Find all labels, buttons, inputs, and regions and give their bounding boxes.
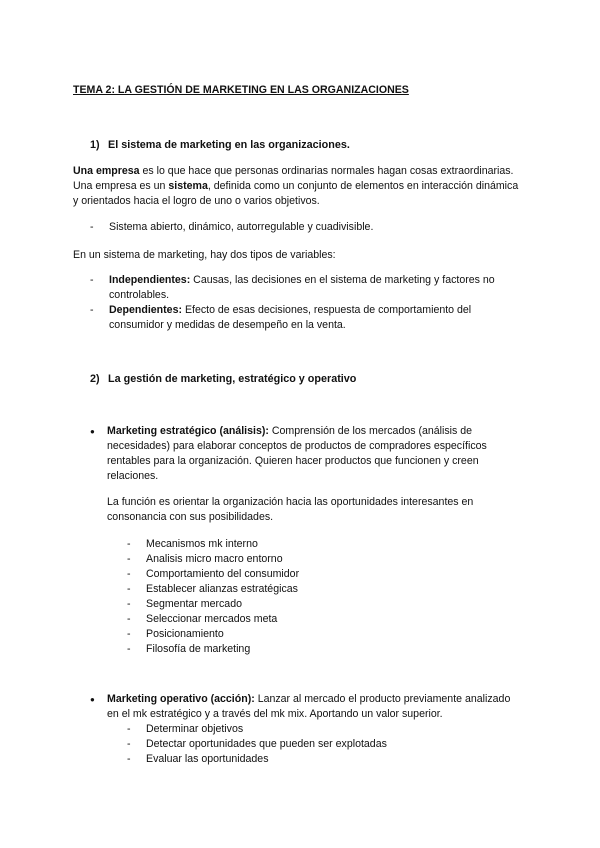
list-item [127, 597, 427, 612]
operative-bullet [90, 692, 530, 722]
list-item-text: Posicionamiento [146, 628, 224, 640]
section-2-title: La gestión de marketing, estratégico y operativo [108, 373, 357, 385]
variable-item [90, 273, 530, 303]
list-item-text: Establecer alianzas estratégicas [146, 583, 298, 595]
strategic-text [107, 424, 512, 484]
intro-text-2: , definida como un conjunto de elementos en interacción dinámica y orientados hacia el logro de uno o varios objetivos. [73, 180, 519, 207]
list-item-text: Seleccionar mercados meta [146, 613, 278, 625]
bullet-marker: ● [90, 427, 95, 436]
list-item-text: Determinar objetivos [146, 723, 244, 735]
dash-marker: - [90, 274, 94, 286]
dash-marker: - [127, 538, 131, 550]
list-item-text: Segmentar mercado [146, 598, 242, 610]
dash-marker: - [90, 221, 94, 233]
dash-marker: - [127, 723, 131, 735]
dash-marker: - [127, 628, 131, 640]
list-item [127, 582, 427, 597]
variables-intro: En un sistema de marketing, hay dos tipos de variables: [73, 249, 336, 261]
list-item [127, 752, 447, 767]
dash-marker: - [127, 753, 131, 765]
list-item-text: Detectar oportunidades que pueden ser explotadas [146, 738, 387, 750]
section-1-title: El sistema de marketing en las organizaciones. [108, 139, 350, 151]
intro-bold-sistema: sistema [168, 180, 208, 192]
list-item [127, 642, 427, 657]
list-item-text: Comportamiento del consumidor [146, 568, 300, 580]
operative-label: Marketing operativo (acción): [107, 693, 255, 705]
list-item [127, 567, 427, 582]
operative-text [107, 692, 519, 722]
list-item [127, 537, 427, 552]
operative-description: Lanzar al mercado el producto previamente analizado en el mk estratégico y a través del mk mix. Aportando un valor superior. [107, 693, 511, 720]
dash-marker: - [127, 738, 131, 750]
page-title: TEMA 2: LA GESTIÓN DE MARKETING EN LAS ORGANIZACIONES [73, 84, 409, 96]
intro-bold-empresa: Una empresa [73, 165, 140, 177]
dash-marker: - [90, 304, 94, 316]
strategic-bullet [90, 424, 530, 484]
dash-marker: - [127, 568, 131, 580]
variable-item-text [109, 273, 527, 303]
intro-text-1: es lo que hace que personas ordinarias normales hagan cosas extraordinarias. Una empresa es un [73, 165, 514, 192]
section-2-number: 2) [90, 373, 100, 385]
variable-item [90, 303, 530, 333]
system-item-text: Sistema abierto, dinámico, autorregulable y cuadivisible. [109, 221, 374, 233]
list-item [127, 552, 427, 567]
variable-description: Efecto de esas decisiones, respuesta de comportamiento del consumidor y medidas de desempeño en la venta. [109, 304, 472, 331]
list-item [127, 612, 427, 627]
system-list-item [90, 220, 510, 235]
list-item-text: Mecanismos mk interno [146, 538, 258, 550]
variable-description: Causas, las decisiones en el sistema de marketing y factores no controlables. [109, 274, 495, 301]
dash-marker: - [127, 613, 131, 625]
variable-item-text [109, 303, 527, 333]
strategic-label: Marketing estratégico (análisis): [107, 425, 269, 437]
intro-paragraph [73, 164, 523, 209]
list-item [127, 627, 427, 642]
list-item [127, 737, 447, 752]
strategic-list [127, 537, 427, 657]
strategic-function: La función es orientar la organización hacia las oportunidades interesantes en consonancia con sus posibilidades. [107, 496, 474, 523]
list-item-text: Evaluar las oportunidades [146, 753, 269, 765]
variable-label-dependientes: Dependientes: [109, 304, 182, 316]
dash-marker: - [127, 598, 131, 610]
section-1-number: 1) [90, 139, 100, 151]
list-item-text: Analisis micro macro entorno [146, 553, 283, 565]
dash-marker: - [127, 583, 131, 595]
list-item-text: Filosofía de marketing [146, 643, 251, 655]
dash-marker: - [127, 643, 131, 655]
section-2-heading [90, 372, 356, 387]
strategic-description: Comprensión de los mercados (análisis de necesidades) para elaborar conceptos de productos de compradores específicos rentables para la organización. Quieren hacer productos que funcionen y creen relaciones. [107, 425, 487, 482]
section-1-heading [90, 138, 350, 153]
list-item [127, 722, 447, 737]
variable-label-independientes: Independientes: [109, 274, 191, 286]
operative-list [127, 722, 447, 767]
bullet-marker: ● [90, 695, 95, 704]
dash-marker: - [127, 553, 131, 565]
